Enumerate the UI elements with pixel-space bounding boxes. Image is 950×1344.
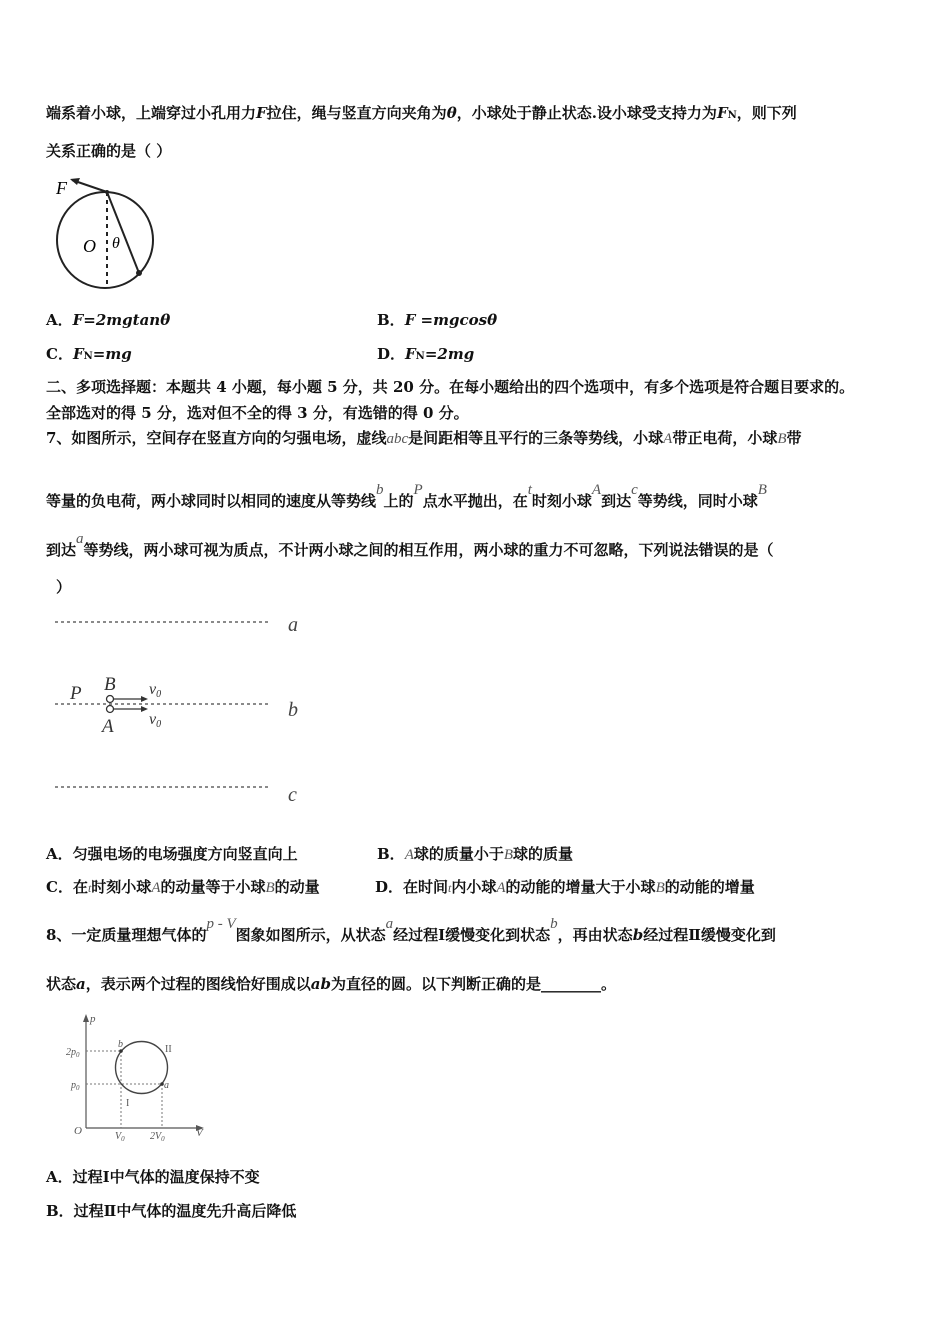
- q6-force-arrowhead: [70, 178, 80, 185]
- q8-fig-v-label: V: [196, 1127, 203, 1139]
- q8-fig-o-label: O: [74, 1125, 82, 1137]
- q7-fig-label-ball-a: A: [102, 716, 114, 737]
- section2-heading-line1: 二、多项选择题：本题共 4 小题，每小题 5 分，共 20 分。在每小题给出的四个选项中，有多个选项是符合题目要求的。: [46, 378, 855, 396]
- q8-stem-line1: 8、一定质量理想气体的p - V图象如图所示，从状态a经过程Ⅰ缓慢变化到状态b，再由状态b经过程Ⅱ缓慢变化到: [46, 916, 776, 944]
- q8-fig-a-label: a: [164, 1080, 169, 1091]
- q8-stem-line2: 状态a，表示两个过程的图线恰好围成以ab为直径的圆。以下判断正确的是________。: [46, 975, 616, 993]
- q8-fig-v0-label: $V_0$: [115, 1131, 125, 1143]
- q6-circle-figure: [50, 176, 160, 291]
- section2-heading-line2: 全部选对的得 5 分，选对但不全的得 3 分，有选错的得 0 分。: [46, 404, 469, 422]
- q8-fig-p0-label: $p_0$: [71, 1080, 80, 1092]
- q6-option-b[interactable]: B．F =mgcosθ: [377, 311, 498, 329]
- q7-stem-line3: 到达a等势线，两小球可视为质点，不计两小球之间的相互作用，两小球的重力不可忽略，下列说法错误的是（: [46, 531, 774, 559]
- q7-velocity-arrowhead-a: [141, 706, 148, 712]
- q8-fig-b-label: b: [118, 1039, 123, 1050]
- q7-fig-label-v0-top: v0: [149, 681, 162, 700]
- q7-fig-label-p: P: [70, 683, 82, 704]
- q8-fig-2p0-label: $2p_0$: [66, 1047, 80, 1059]
- q7-stem-line1: 7、如图所示，空间存在竖直方向的匀强电场，虚线abc是间距相等且平行的三条等势线，小球A带正电荷，小球B带: [46, 429, 802, 447]
- q8-fig-ii-label: II: [165, 1044, 172, 1055]
- q8-fig-p-label: p: [90, 1013, 96, 1025]
- q6-option-c[interactable]: C．FN=mg: [46, 345, 132, 363]
- q6-stem-line2: 关系正确的是（ ）: [46, 142, 172, 160]
- q7-fig-label-a: a: [288, 614, 298, 636]
- q7-ball-a: [107, 706, 114, 713]
- q7-stem-line2: 等量的负电荷，两小球同时以相同的速度从等势线b上的P点水平抛出，在t时刻小球A到达c等势线，同时小球B: [46, 482, 767, 510]
- q6-option-d[interactable]: D．FN=2mg: [377, 345, 475, 363]
- q7-option-a[interactable]: A．匀强电场的电场强度方向竖直向上: [46, 845, 298, 863]
- q6-fig-f-label: F: [56, 178, 67, 198]
- q7-ball-b: [107, 696, 114, 703]
- q8-pv-diagram: [62, 1010, 222, 1145]
- q6-option-a[interactable]: A．F=2mgtanθ: [46, 311, 171, 329]
- q7-fig-label-v0-bottom: v0: [149, 711, 162, 730]
- q7-option-d[interactable]: D．在时间t内小球A的动能的增量大于小球B的动能的增量: [375, 878, 755, 896]
- q6-string-line: [107, 192, 139, 273]
- q7-velocity-arrowhead-b: [141, 696, 148, 702]
- q6-fig-theta-label: θ: [112, 235, 120, 252]
- q7-equipotential-figure: [50, 610, 310, 810]
- q8-option-a[interactable]: A．过程Ⅰ中气体的温度保持不变: [46, 1168, 260, 1186]
- q8-process-circle: [116, 1042, 168, 1094]
- q8-fig-2v0-label: $2V_0$: [150, 1131, 165, 1143]
- q7-stem-line4: ）: [56, 578, 72, 596]
- q7-option-b[interactable]: B．A球的质量小于B球的质量: [377, 845, 574, 863]
- q6-ball: [136, 270, 142, 276]
- q6-fig-o-label: O: [83, 236, 96, 256]
- q8-option-b[interactable]: B．过程Ⅱ中气体的温度先升高后降低: [46, 1202, 297, 1220]
- q8-p-axis-arrow: [83, 1014, 89, 1022]
- q7-fig-label-ball-b: B: [104, 674, 116, 695]
- q8-fig-i-label: I: [126, 1098, 130, 1109]
- q7-fig-label-b: b: [288, 699, 298, 721]
- q6-hole-dot: [105, 190, 109, 194]
- q7-fig-label-c: c: [288, 784, 297, 806]
- q7-option-c[interactable]: C．在t时刻小球A的动量等于小球B的动量: [46, 878, 320, 896]
- q6-stem-line1: 端系着小球，上端穿过小孔用力F拉住，绳与竖直方向夹角为θ，小球处于静止状态.设小球受支持力为FN，则下列: [46, 104, 797, 122]
